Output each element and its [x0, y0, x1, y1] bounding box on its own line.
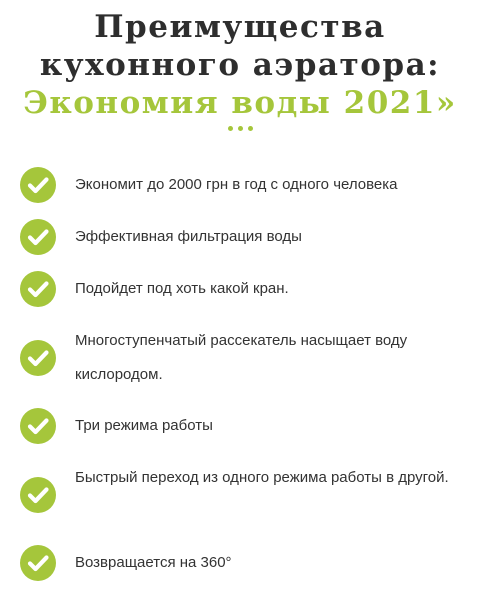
benefit-text: Подойдет под хоть какой кран.: [75, 280, 289, 297]
benefit-text: Три режима работы: [75, 417, 213, 434]
check-circle-icon: [20, 545, 56, 581]
check-circle-icon: [20, 167, 56, 203]
check-circle-icon: [20, 271, 56, 307]
heading-subtitle: Экономия воды 2021»: [23, 85, 457, 121]
benefit-text: Многоступенчатый рассекатель насыщает воду кислородом.: [75, 332, 408, 383]
heading-line-1: Преимущества: [94, 9, 386, 45]
benefit-text: Экономит до 2000 грн в год с одного человека: [75, 176, 398, 193]
benefit-text: Быстрый переход из одного режима работы в другой.: [75, 469, 449, 486]
check-circle-icon: [20, 340, 56, 376]
heading-line-2: кухонного аэратора:: [39, 47, 441, 83]
check-circle-icon: [20, 477, 56, 513]
check-circle-icon: [20, 219, 56, 255]
benefit-text: Возвращается на 360°: [75, 554, 232, 571]
benefit-text: Эффективная фильтрация воды: [75, 228, 302, 245]
check-circle-icon: [20, 408, 56, 444]
